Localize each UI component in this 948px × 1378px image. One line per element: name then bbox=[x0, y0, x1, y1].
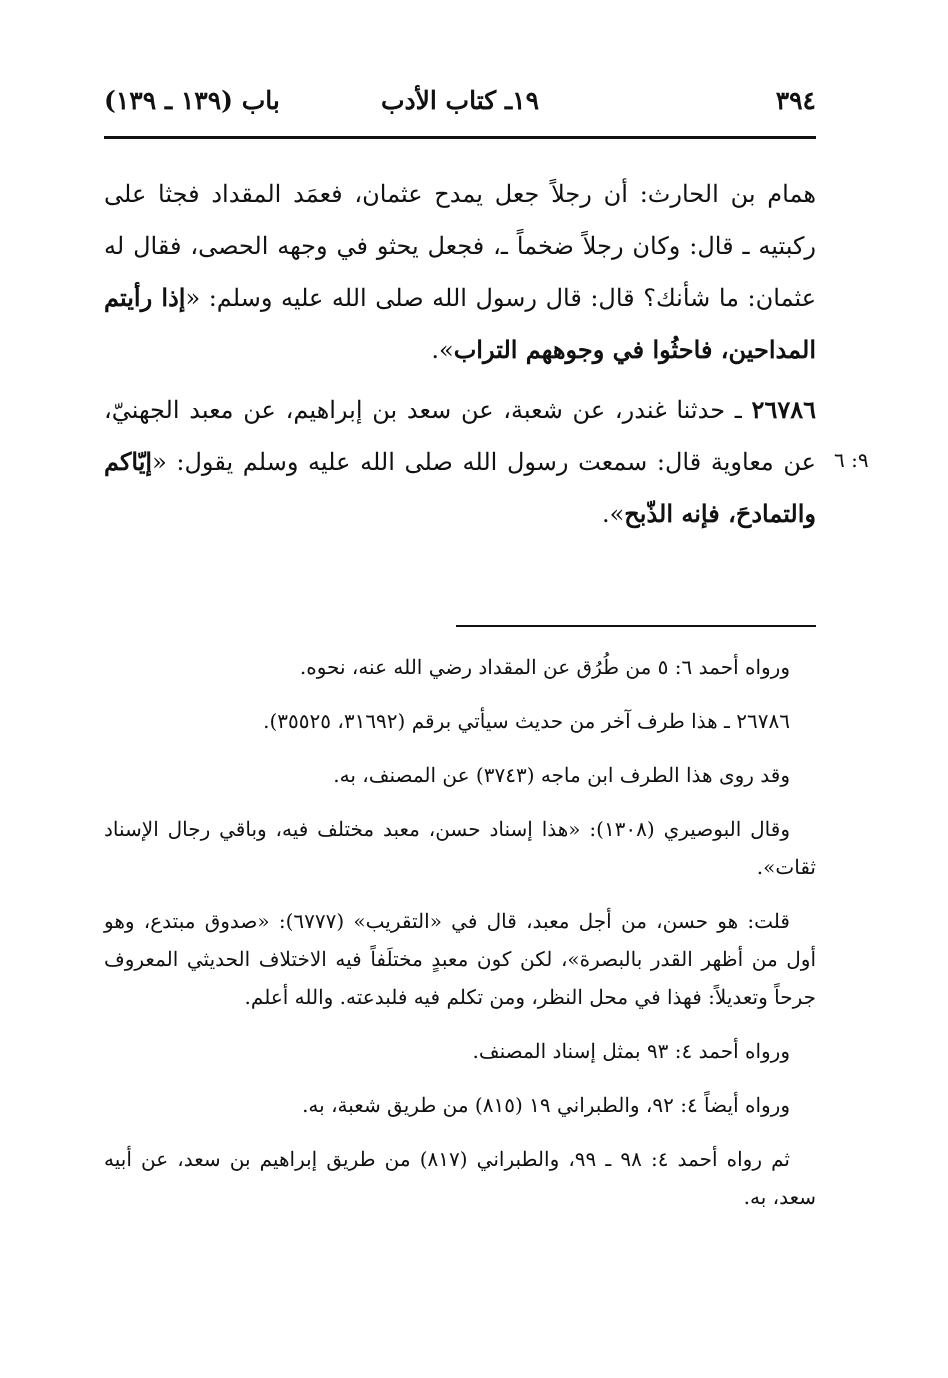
footnote: ثم رواه أحمد ٤: ٩٨ ـ ٩٩، والطبراني (٨١٧) من طريق إبراهيم بن سعد، عن أبيه سعد، به. bbox=[104, 1147, 816, 1209]
page-number: ٣٩٤ bbox=[775, 86, 816, 115]
footnotes bbox=[104, 648, 816, 1232]
hadith-continuation bbox=[104, 168, 816, 376]
prophetic-quote-2: إيّاكم والتمادحَ، فإنه الذّبح bbox=[104, 447, 816, 528]
hadith-number: ٢٦٧٨٦ bbox=[751, 395, 816, 424]
footnote: ورواه أيضاً ٤: ٩٢، والطبراني ١٩ (٨١٥) من طريق شعبة، به. bbox=[302, 1093, 790, 1117]
book-title: ١٩ـ كتاب الأدب bbox=[380, 86, 540, 115]
paragraph-1-text: همام بن الحارث: أن رجلاً جعل يمدح عثمان، فعمَد المقداد فجثا على ركبتيه ـ قال: وكان رجلاً ضخماً ـ، فجعل يحثو في وجهه الحصى، فقال له عثمان: ما شأنك؟ قال: قال رسول الله صلى الله عليه وسلم: « bbox=[104, 180, 817, 312]
footnote: ٢٦٧٨٦ ـ هذا طرف آخر من حديث سيأتي برقم (٣١٦٩٢، ٣٥٥٢٥). bbox=[263, 709, 790, 733]
margin-reference: ٩: ٦ bbox=[834, 448, 869, 472]
footnote: ورواه أحمد ٤: ٩٣ بمثل إسناد المصنف. bbox=[472, 1039, 790, 1063]
paragraph-1 bbox=[104, 168, 816, 376]
paragraph-2 bbox=[104, 384, 816, 540]
footnote-rule bbox=[456, 625, 816, 627]
paragraph-1-end: ». bbox=[431, 336, 454, 364]
hadith-entry bbox=[104, 384, 816, 540]
page-header bbox=[104, 86, 816, 126]
header-rule bbox=[104, 136, 816, 139]
paragraph-2-text: ـ حدثنا غندر، عن شعبة، عن سعد بن إبراهيم، عن معبد الجهنيّ، عن معاوية قال: سمعت رسول الله صلى الله عليه وسلم يقول: « bbox=[104, 396, 816, 476]
prophetic-quote-1: إذا رأيتم المداحين، فاحثُوا في وجوههم التراب bbox=[104, 283, 816, 364]
chapter-title: باب (١٣٩ ـ ١٣٩) bbox=[104, 86, 280, 115]
footnote: ورواه أحمد ٦: ٥ من طُرُق عن المقداد رضي الله عنه، نحوه. bbox=[299, 655, 790, 679]
footnote: وقد روى هذا الطرف ابن ماجه (٣٧٤٣) عن المصنف، به. bbox=[333, 763, 790, 787]
paragraph-2-end: ». bbox=[601, 500, 625, 528]
footnote: قلت: هو حسن، من أجل معبد، قال في «التقريب» (٦٧٧٧): «صدوق مبتدع، وهو أول من أظهر القدر بالبصرة»، لكن كون معبدٍ مختلَفاً فيه الاختلاف الحديثي المعروف جرحاً وتعديلاً: فهذا في محل النظر، ومن تكلم فيه فلبدعته. والله أعلم. bbox=[104, 909, 816, 1009]
footnote: وقال البوصيري (١٣٠٨): «هذا إسناد حسن، معبد مختلف فيه، وباقي رجال الإسناد ثقات». bbox=[104, 817, 816, 879]
